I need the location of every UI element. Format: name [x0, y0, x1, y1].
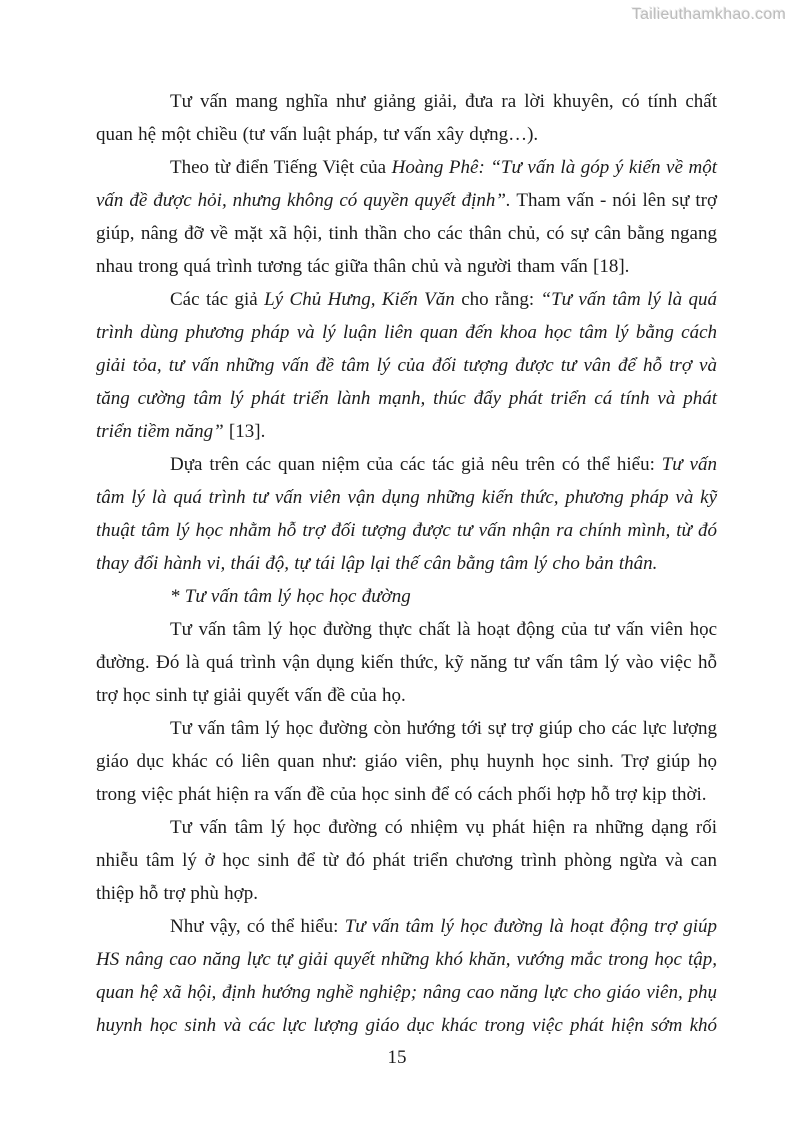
- document-body: [96, 85, 717, 1042]
- text-run: Tư vấn tâm lý là quá trình tư vấn viên vận dụng những kiến thức, phương pháp và kỹ thuật tâm lý học nhằm hỗ trợ đối tượng được tư vấn nhận ra chính mình, từ đó thay đổi hành vi, thái độ, tự tái lập lại thế cân bằng tâm lý cho bản thân.: [96, 454, 717, 574]
- text-run: Các tác giả: [170, 289, 265, 310]
- paragraph-6: [96, 712, 717, 811]
- text-run: [13].: [223, 421, 266, 442]
- text-run: Tư vấn tâm lý học đường thực chất là hoạt động của tư vấn viên học đường. Đó là quá trình vận dụng kiến thức, kỹ năng tư vấn tâm lý vào việc hỗ trợ học sinh tự giải quyết vấn đề của họ.: [96, 619, 717, 706]
- section-heading: [96, 580, 717, 613]
- text-run: Tư vấn tâm lý học đường có nhiệm vụ phát hiện ra những dạng rối nhiễu tâm lý ở học sinh để từ đó phát triển chương trình phòng ngừa và can thiệp hỗ trợ phù hợp.: [96, 817, 717, 904]
- text-run: Tư vấn tâm lý học đường là hoạt động trợ giúp HS nâng cao năng lực tự giải quyết những khó khăn, vướng mắc trong học tập, quan hệ xã hội, định hướng nghề nghiệp; nâng cao năng lực cho giáo viên, phụ huynh học sinh và các lực lượng giáo dục khác trong việc phát hiện sớm khó: [96, 916, 717, 1036]
- text-run: Lý Chủ Hưng, Kiến Văn: [264, 289, 455, 310]
- text-run: Theo từ điển Tiếng Việt của: [170, 157, 392, 178]
- page-number: 15: [387, 1047, 407, 1068]
- text-run: “Tư vấn tâm lý là quá trình dùng phương pháp và lý luận liên quan đến khoa học tâm lý bằng cách giải tỏa, tư vấn những vấn đề tâm lý của đối tượng được tư vân để hỗ trợ và tăng cường tâm lý phát triển lành mạnh, thúc đẩy phát triển cá tính và phát triển tiềm năng”: [96, 289, 717, 442]
- paragraph-8: [96, 910, 717, 1042]
- paragraph-5: [96, 613, 717, 712]
- text-run: Hoàng Phê: “Tư vấn là góp ý kiến về một vấn đề được hỏi, nhưng không có quyền quyết định”.: [96, 157, 717, 211]
- text-run: Tham vấn - nói lên sự trợ giúp, nâng đỡ về mặt xã hội, tinh thần cho các thân chủ, có sự cân bằng ngang nhau trong quá trình tương tác giữa thân chủ và người tham vấn [18].: [96, 190, 717, 277]
- paragraph-1: [96, 85, 717, 151]
- watermark-text: Tailieuthamkhao.com: [631, 6, 786, 23]
- paragraph-7: [96, 811, 717, 910]
- text-run: * Tư vấn tâm lý học học đường: [170, 586, 411, 607]
- text-run: cho rằng:: [454, 289, 541, 310]
- text-run: Dựa trên các quan niệm của các tác giả nêu trên có thể hiểu:: [170, 454, 662, 475]
- paragraph-2: [96, 151, 717, 283]
- text-run: Tư vấn mang nghĩa như giảng giải, đưa ra lời khuyên, có tính chất quan hệ một chiều (tư vấn luật pháp, tư vấn xây dựng…).: [96, 91, 717, 145]
- text-run: Tư vấn tâm lý học đường còn hướng tới sự trợ giúp cho các lực lượng giáo dục khác có liên quan như: giáo viên, phụ huynh học sinh. Trợ giúp họ trong việc phát hiện ra vấn đề của học sinh để có cách phối hợp hỗ trợ kịp thời.: [96, 718, 717, 805]
- paragraph-3: [96, 283, 717, 448]
- paragraph-4: [96, 448, 717, 580]
- text-run: Như vậy, có thể hiểu:: [170, 916, 345, 937]
